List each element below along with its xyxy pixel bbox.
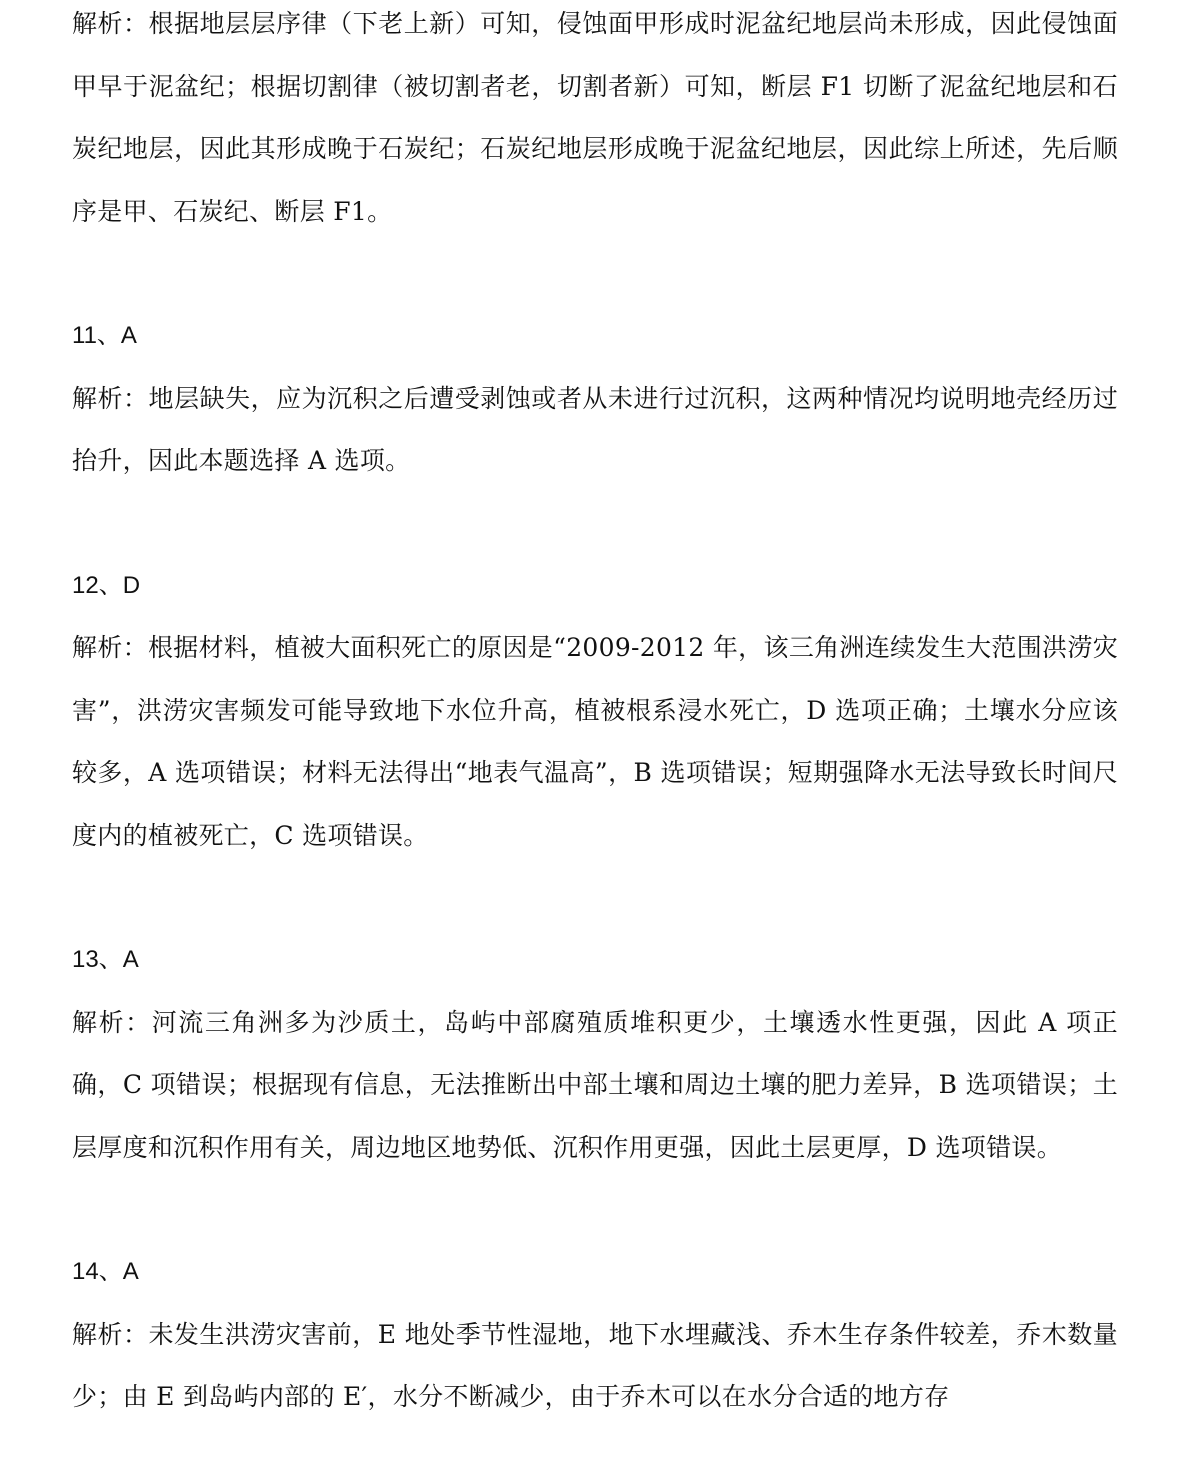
spacer bbox=[72, 1179, 1118, 1241]
spacer bbox=[72, 493, 1118, 555]
explanation-13: 解析：河流三角洲多为沙质土，岛屿中部腐殖质堆积更少，土壤透水性更强，因此 A 项正确，C 项错误；根据现有信息，无法推断出中部土壤和周边土壤的肥力差异，B 选项错误；土层厚度和沉积作用有关，周边地区地势低、沉积作用更强，因此土层更厚，D 选项错误。 bbox=[72, 1007, 1118, 1162]
answer-label-14: 14、A bbox=[72, 1258, 139, 1285]
explanation-10: 解析：根据地层层序律（下老上新）可知，侵蚀面甲形成时泥盆纪地层尚未形成，因此侵蚀面甲早于泥盆纪；根据切割律（被切割者老，切割者新）可知，断层 F1 切断了泥盆纪地层和石炭纪地层，因此其形成晚于石炭纪；石炭纪地层形成晚于泥盆纪地层，因此综上所述，先后顺序是甲、石炭纪、断层 F1。 bbox=[72, 9, 1118, 226]
answer-label-11: 11、A bbox=[72, 322, 137, 349]
explanation-14: 解析：未发生洪涝灾害前，E 地处季节性湿地，地下水埋藏浅、乔木生存条件较差，乔木数量少；由 E 到岛屿内部的 E′，水分不断减少，由于乔木可以在水分合适的地方存 bbox=[72, 1319, 1118, 1411]
document-page bbox=[72, 0, 1118, 1429]
explanation-11: 解析：地层缺失，应为沉积之后遭受剥蚀或者从未进行过沉积，这两种情况均说明地壳经历过抬升，因此本题选择 A 选项。 bbox=[72, 383, 1118, 475]
spacer bbox=[72, 867, 1118, 929]
answer-label-13: 13、A bbox=[72, 946, 139, 973]
explanation-12: 解析：根据材料，植被大面积死亡的原因是“2009-2012 年，该三角洲连续发生大范围洪涝灾害”，洪涝灾害频发可能导致地下水位升高，植被根系浸水死亡，D 选项正确；土壤水分应该较多，A 选项错误；材料无法得出“地表气温高”，B 选项错误；短期强降水无法导致长时间尺度内的植被死亡，C 选项错误。 bbox=[72, 633, 1118, 850]
answer-label-12: 12、D bbox=[72, 571, 141, 599]
spacer bbox=[72, 243, 1118, 305]
